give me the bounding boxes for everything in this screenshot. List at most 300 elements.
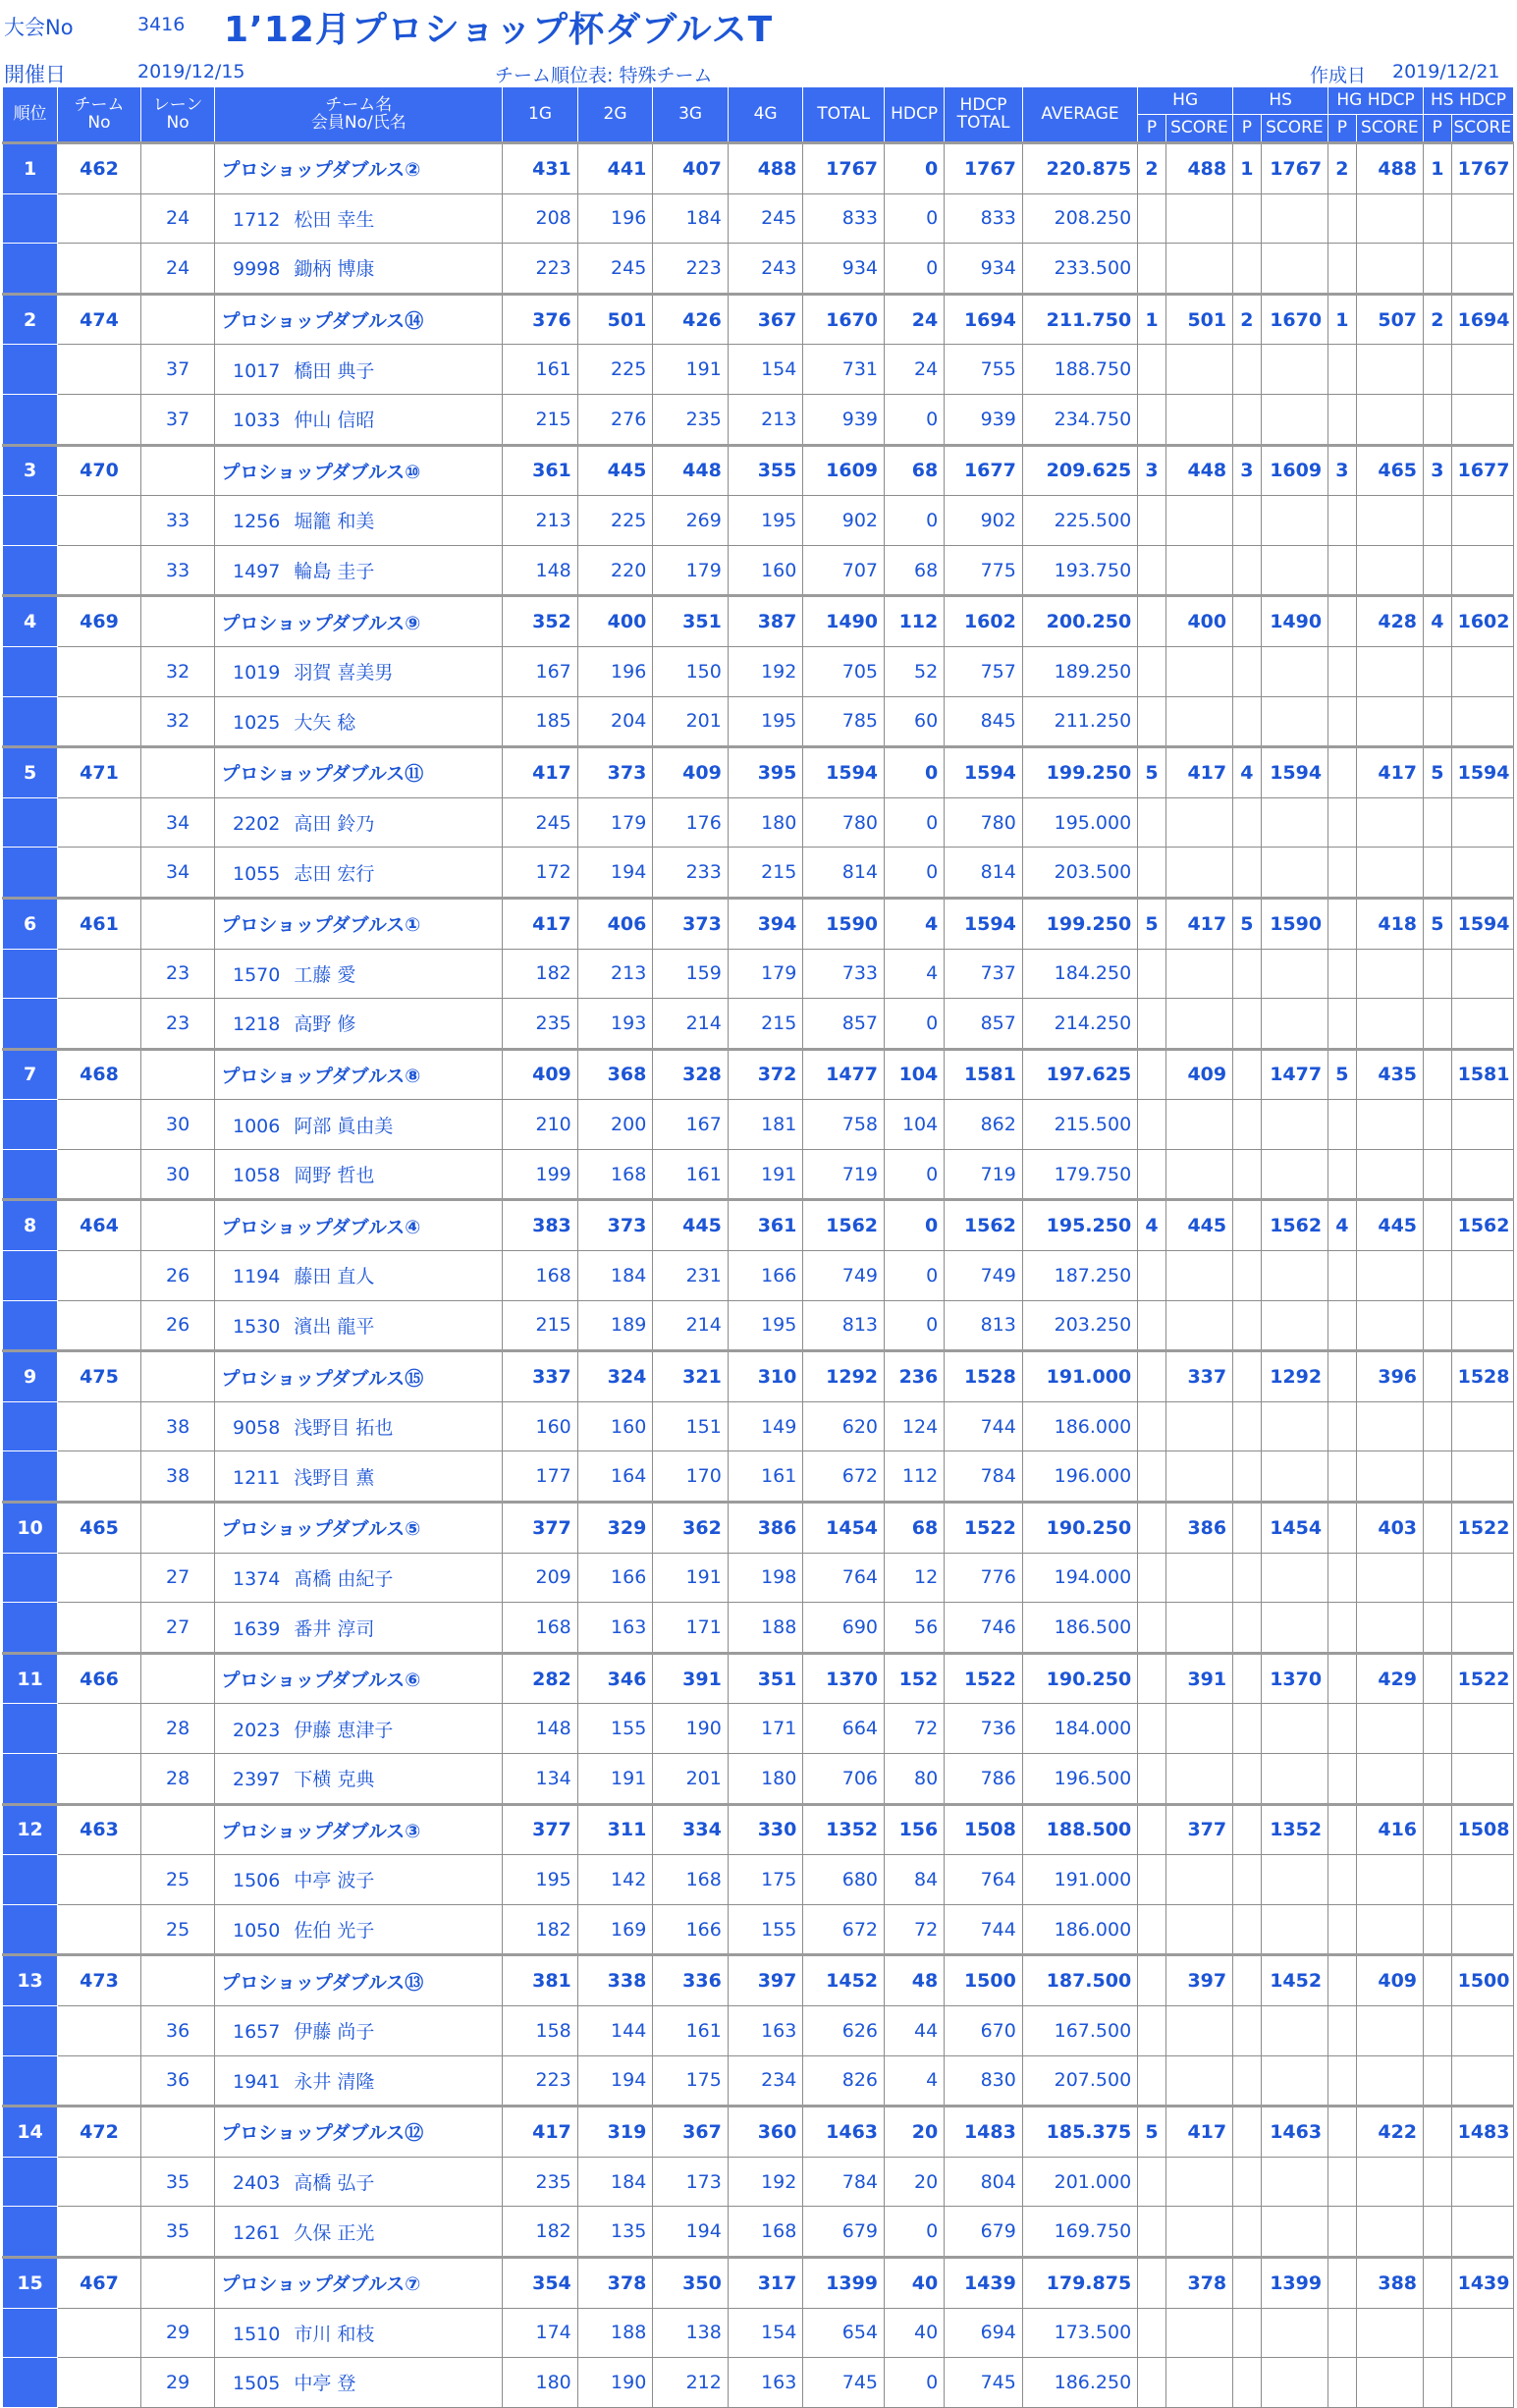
game-score: 155 <box>728 1904 803 1955</box>
game-score: 196 <box>577 193 653 244</box>
game-score: 346 <box>577 1653 653 1704</box>
average: 195.000 <box>1022 797 1137 848</box>
empty-score <box>1356 2358 1423 2408</box>
total: 758 <box>803 1100 885 1150</box>
member-row <box>3 1855 1514 1905</box>
team-row <box>3 1351 1514 1402</box>
game-score: 210 <box>503 1100 578 1150</box>
rank-cell <box>3 1149 58 1200</box>
hg-hdcp-place <box>1328 596 1357 647</box>
game-score: 355 <box>728 445 803 496</box>
game-score: 173 <box>653 2157 729 2207</box>
event-no-label: 大会No <box>4 16 74 39</box>
hs-score: 1370 <box>1261 1653 1327 1704</box>
team-name: プロショップダブルス④ <box>215 1200 503 1251</box>
hdcp: 0 <box>885 1251 945 1301</box>
empty-score <box>1165 2207 1232 2258</box>
game-score: 351 <box>728 1653 803 1704</box>
empty-score <box>1165 2005 1232 2055</box>
member-name: 中亭 登 <box>294 2373 356 2395</box>
average: 186.000 <box>1022 1904 1137 1955</box>
team-no: 468 <box>58 1049 141 1100</box>
member-cell <box>215 2005 503 2055</box>
rank-cell <box>3 1251 58 1301</box>
empty-place <box>1424 1251 1452 1301</box>
hdcp: 112 <box>885 596 945 647</box>
game-score: 245 <box>503 797 578 848</box>
empty-score <box>1165 1704 1232 1754</box>
hg-place: 4 <box>1138 1200 1166 1251</box>
empty-place <box>1328 646 1357 696</box>
team-row <box>3 1653 1514 1704</box>
game-score: 195 <box>728 1300 803 1351</box>
empty-place <box>1328 2055 1357 2107</box>
team-no: 464 <box>58 1200 141 1251</box>
empty-score <box>1356 2308 1423 2358</box>
hs-hdcp-place <box>1424 2107 1452 2158</box>
game-score: 191 <box>728 1149 803 1200</box>
member-row <box>3 345 1514 395</box>
game-score: 166 <box>653 1904 729 1955</box>
empty-score <box>1261 1855 1327 1905</box>
hg-hdcp-score: 422 <box>1356 2107 1423 2158</box>
empty-score <box>1165 1401 1232 1451</box>
member-row <box>3 999 1514 1050</box>
empty-score <box>1261 1149 1327 1200</box>
rank-cell <box>3 999 58 1050</box>
lane-no <box>140 1351 215 1402</box>
member-cell <box>215 1754 503 1805</box>
game-score: 324 <box>577 1351 653 1402</box>
member-row <box>3 1251 1514 1301</box>
empty-score <box>1165 1451 1232 1503</box>
hdcp: 104 <box>885 1049 945 1100</box>
game-score: 169 <box>577 1904 653 1955</box>
average: 234.750 <box>1022 394 1137 445</box>
game-score: 209 <box>503 1553 578 1603</box>
member-cell <box>215 949 503 999</box>
game-score: 159 <box>653 949 729 999</box>
empty-score <box>1261 2207 1327 2258</box>
hdcp-total: 934 <box>945 244 1023 295</box>
game-score: 188 <box>728 1603 803 1654</box>
hg-score: 488 <box>1165 143 1232 194</box>
game-score: 161 <box>503 345 578 395</box>
game-score: 367 <box>728 294 803 345</box>
hg-hdcp-score: 418 <box>1356 898 1423 949</box>
member-no: 1211 <box>232 1466 281 1489</box>
lane-no: 37 <box>140 394 215 445</box>
empty-place <box>1138 1855 1166 1905</box>
game-score: 188 <box>577 2308 653 2358</box>
game-score: 195 <box>503 1855 578 1905</box>
hs-place <box>1233 2257 1262 2308</box>
total: 733 <box>803 949 885 999</box>
empty-place <box>1233 1401 1262 1451</box>
team-no <box>58 1300 141 1351</box>
hs-place <box>1233 1955 1262 2006</box>
empty-place <box>1138 949 1166 999</box>
game-score: 149 <box>728 1401 803 1451</box>
game-score: 191 <box>653 1553 729 1603</box>
hdcp: 72 <box>885 1904 945 1955</box>
hg-place: 1 <box>1138 294 1166 345</box>
lane-no <box>140 898 215 949</box>
total: 749 <box>803 1251 885 1301</box>
game-score: 201 <box>653 696 729 747</box>
total: 654 <box>803 2308 885 2358</box>
empty-score <box>1165 797 1232 848</box>
member-cell <box>215 1704 503 1754</box>
game-score: 171 <box>653 1603 729 1654</box>
hs-hdcp-score: 1522 <box>1451 1503 1513 1554</box>
col-rank: 順位 <box>3 87 58 143</box>
empty-score <box>1451 2207 1513 2258</box>
hdcp-total: 737 <box>945 949 1023 999</box>
member-row <box>3 2358 1514 2408</box>
total: 1454 <box>803 1503 885 1554</box>
empty-score <box>1451 545 1513 596</box>
total: 826 <box>803 2055 885 2107</box>
hs-hdcp-score: 1522 <box>1451 1653 1513 1704</box>
lane-no <box>140 1503 215 1554</box>
hs-hdcp-score: 1677 <box>1451 445 1513 496</box>
empty-place <box>1328 496 1357 546</box>
game-score: 168 <box>503 1251 578 1301</box>
hg-hdcp-score: 396 <box>1356 1351 1423 1402</box>
empty-place <box>1138 999 1166 1050</box>
game-score: 215 <box>503 1300 578 1351</box>
hdcp: 0 <box>885 2358 945 2408</box>
empty-score <box>1261 1553 1327 1603</box>
empty-score <box>1165 193 1232 244</box>
member-row <box>3 1100 1514 1150</box>
lane-no: 23 <box>140 949 215 999</box>
total: 707 <box>803 545 885 596</box>
total: 785 <box>803 696 885 747</box>
team-no <box>58 1603 141 1654</box>
game-score: 151 <box>653 1401 729 1451</box>
hdcp: 0 <box>885 143 945 194</box>
hdcp: 0 <box>885 394 945 445</box>
empty-place <box>1233 2055 1262 2107</box>
empty-place <box>1138 193 1166 244</box>
hdcp-total: 719 <box>945 1149 1023 1200</box>
game-score: 445 <box>653 1200 729 1251</box>
member-row <box>3 1149 1514 1200</box>
hdcp: 0 <box>885 747 945 798</box>
average: 195.250 <box>1022 1200 1137 1251</box>
hs-hdcp-place <box>1424 1804 1452 1855</box>
game-score: 445 <box>577 445 653 496</box>
game-score: 336 <box>653 1955 729 2006</box>
game-score: 350 <box>653 2257 729 2308</box>
team-row <box>3 898 1514 949</box>
hs-place <box>1233 1200 1262 1251</box>
member-row <box>3 1904 1514 1955</box>
game-score: 501 <box>577 294 653 345</box>
empty-score <box>1261 2308 1327 2358</box>
hdcp: 124 <box>885 1401 945 1451</box>
hdcp: 40 <box>885 2257 945 2308</box>
average: 200.250 <box>1022 596 1137 647</box>
game-score: 213 <box>728 394 803 445</box>
average: 207.500 <box>1022 2055 1137 2107</box>
empty-place <box>1328 2207 1357 2258</box>
team-no: 465 <box>58 1503 141 1554</box>
total: 1352 <box>803 1804 885 1855</box>
empty-place <box>1233 2308 1262 2358</box>
game-score: 168 <box>503 1603 578 1654</box>
col-hg: HG <box>1138 87 1233 115</box>
hs-hdcp-place: 4 <box>1424 596 1452 647</box>
hg-hdcp-place: 3 <box>1328 445 1357 496</box>
empty-score <box>1356 949 1423 999</box>
empty-place <box>1424 545 1452 596</box>
empty-score <box>1356 2005 1423 2055</box>
game-score: 409 <box>503 1049 578 1100</box>
hs-hdcp-place: 2 <box>1424 294 1452 345</box>
game-score: 168 <box>577 1149 653 1200</box>
team-rank: 14 <box>3 2107 58 2158</box>
empty-score <box>1451 2157 1513 2207</box>
empty-place <box>1424 345 1452 395</box>
empty-score <box>1451 646 1513 696</box>
team-no <box>58 1100 141 1150</box>
hs-score: 1590 <box>1261 898 1327 949</box>
empty-score <box>1451 999 1513 1050</box>
member-no: 1506 <box>232 1870 281 1892</box>
team-no <box>58 1754 141 1805</box>
game-score: 150 <box>653 646 729 696</box>
empty-score <box>1165 999 1232 1050</box>
hs-hdcp-place <box>1424 2257 1452 2308</box>
hdcp: 24 <box>885 294 945 345</box>
hdcp-total: 1694 <box>945 294 1023 345</box>
empty-place <box>1138 1603 1166 1654</box>
team-no: 463 <box>58 1804 141 1855</box>
average: 211.250 <box>1022 696 1137 747</box>
game-score: 172 <box>503 848 578 899</box>
member-row <box>3 2308 1514 2358</box>
hdcp: 20 <box>885 2157 945 2207</box>
hs-hdcp-score: 1594 <box>1451 747 1513 798</box>
empty-score <box>1451 1300 1513 1351</box>
rank-cell <box>3 848 58 899</box>
game-score: 397 <box>728 1955 803 2006</box>
game-score: 448 <box>653 445 729 496</box>
member-row <box>3 1603 1514 1654</box>
game-score: 361 <box>503 445 578 496</box>
member-no: 1194 <box>232 1266 281 1288</box>
team-no <box>58 848 141 899</box>
member-cell <box>215 2308 503 2358</box>
member-no: 1261 <box>232 2221 281 2244</box>
empty-place <box>1138 2055 1166 2107</box>
rank-cell <box>3 496 58 546</box>
empty-place <box>1424 797 1452 848</box>
hdcp-total: 784 <box>945 1451 1023 1503</box>
member-cell <box>215 2358 503 2408</box>
hdcp: 104 <box>885 1100 945 1150</box>
empty-place <box>1328 696 1357 747</box>
team-name: プロショップダブルス⑨ <box>215 596 503 647</box>
empty-place <box>1424 2055 1452 2107</box>
empty-score <box>1451 2055 1513 2107</box>
lane-no: 33 <box>140 545 215 596</box>
hs-hdcp-score: 1581 <box>1451 1049 1513 1100</box>
empty-place <box>1328 1603 1357 1654</box>
game-score: 269 <box>653 496 729 546</box>
team-row <box>3 596 1514 647</box>
hg-place <box>1138 1955 1166 2006</box>
member-cell <box>215 394 503 445</box>
team-no <box>58 1451 141 1503</box>
hdcp: 236 <box>885 1351 945 1402</box>
member-row <box>3 394 1514 445</box>
team-no <box>58 999 141 1050</box>
hg-hdcp-score: 403 <box>1356 1503 1423 1554</box>
rank-cell <box>3 1451 58 1503</box>
member-name: 松田 幸生 <box>294 208 375 231</box>
hdcp: 48 <box>885 1955 945 2006</box>
team-rank: 9 <box>3 1351 58 1402</box>
game-score: 190 <box>577 2358 653 2408</box>
member-no: 1256 <box>232 511 281 533</box>
lane-no: 28 <box>140 1704 215 1754</box>
game-score: 373 <box>577 747 653 798</box>
game-score: 337 <box>503 1351 578 1402</box>
game-score: 231 <box>653 1251 729 1301</box>
game-score: 417 <box>503 898 578 949</box>
hg-hdcp-place <box>1328 1351 1357 1402</box>
empty-score <box>1165 1300 1232 1351</box>
empty-score <box>1261 2055 1327 2107</box>
team-no <box>58 696 141 747</box>
game-score: 194 <box>577 848 653 899</box>
col-hs-score: SCORE <box>1261 115 1327 143</box>
game-score: 174 <box>503 2308 578 2358</box>
empty-place <box>1328 2157 1357 2207</box>
game-score: 170 <box>653 1451 729 1503</box>
empty-score <box>1261 646 1327 696</box>
member-no: 2202 <box>232 813 281 836</box>
member-no: 2403 <box>232 2172 281 2195</box>
empty-place <box>1424 1451 1452 1503</box>
empty-place <box>1233 646 1262 696</box>
game-score: 177 <box>503 1451 578 1503</box>
member-cell <box>215 1603 503 1654</box>
hdcp-total: 757 <box>945 646 1023 696</box>
hdcp-total: 804 <box>945 2157 1023 2207</box>
total: 731 <box>803 345 885 395</box>
game-score: 360 <box>728 2107 803 2158</box>
empty-score <box>1356 1401 1423 1451</box>
average: 209.625 <box>1022 445 1137 496</box>
empty-score <box>1261 797 1327 848</box>
hs-hdcp-place: 5 <box>1424 747 1452 798</box>
empty-place <box>1233 1100 1262 1150</box>
hdcp-total: 679 <box>945 2207 1023 2258</box>
game-score: 373 <box>577 1200 653 1251</box>
member-no: 1497 <box>232 561 281 583</box>
hdcp: 80 <box>885 1754 945 1805</box>
game-score: 352 <box>503 596 578 647</box>
lane-no <box>140 1200 215 1251</box>
empty-score <box>1451 496 1513 546</box>
total: 857 <box>803 999 885 1050</box>
hdcp: 72 <box>885 1704 945 1754</box>
empty-score <box>1451 2005 1513 2055</box>
empty-place <box>1138 797 1166 848</box>
total: 780 <box>803 797 885 848</box>
team-row <box>3 1200 1514 1251</box>
game-score: 191 <box>577 1754 653 1805</box>
empty-score <box>1356 1704 1423 1754</box>
hg-score: 378 <box>1165 2257 1232 2308</box>
hg-score: 391 <box>1165 1653 1232 1704</box>
team-no <box>58 1251 141 1301</box>
team-no <box>58 1855 141 1905</box>
empty-place <box>1328 848 1357 899</box>
game-score: 181 <box>728 1100 803 1150</box>
lane-no <box>140 1049 215 1100</box>
game-score: 338 <box>577 1955 653 2006</box>
total: 1292 <box>803 1351 885 1402</box>
rank-cell <box>3 797 58 848</box>
average: 199.250 <box>1022 898 1137 949</box>
hs-place: 3 <box>1233 445 1262 496</box>
lane-no <box>140 2107 215 2158</box>
empty-score <box>1356 345 1423 395</box>
member-no: 1050 <box>232 1920 281 1943</box>
average: 187.500 <box>1022 1955 1137 2006</box>
col-total: TOTAL <box>803 87 885 143</box>
member-no: 1017 <box>232 359 281 382</box>
total: 764 <box>803 1553 885 1603</box>
member-no: 1570 <box>232 963 281 986</box>
rank-cell <box>3 1855 58 1905</box>
empty-score <box>1165 1251 1232 1301</box>
member-no: 1510 <box>232 2323 281 2345</box>
game-score: 192 <box>728 2157 803 2207</box>
empty-score <box>1356 848 1423 899</box>
member-no: 9058 <box>232 1417 281 1440</box>
hdcp: 24 <box>885 345 945 395</box>
hdcp-total: 780 <box>945 797 1023 848</box>
average: 211.750 <box>1022 294 1137 345</box>
game-score: 381 <box>503 1955 578 2006</box>
game-score: 407 <box>653 143 729 194</box>
member-no: 1657 <box>232 2021 281 2044</box>
empty-place <box>1328 1451 1357 1503</box>
member-name: 羽賀 喜美男 <box>294 662 394 684</box>
team-row <box>3 1955 1514 2006</box>
hs-score: 1670 <box>1261 294 1327 345</box>
game-score: 426 <box>653 294 729 345</box>
game-score: 171 <box>728 1704 803 1754</box>
team-row <box>3 445 1514 496</box>
empty-place <box>1424 848 1452 899</box>
game-score: 223 <box>503 2055 578 2107</box>
empty-place <box>1233 394 1262 445</box>
team-no: 474 <box>58 294 141 345</box>
team-rank: 5 <box>3 747 58 798</box>
event-no: 3416 <box>137 14 186 35</box>
empty-score <box>1261 1704 1327 1754</box>
total: 1477 <box>803 1049 885 1100</box>
lane-no: 27 <box>140 1553 215 1603</box>
